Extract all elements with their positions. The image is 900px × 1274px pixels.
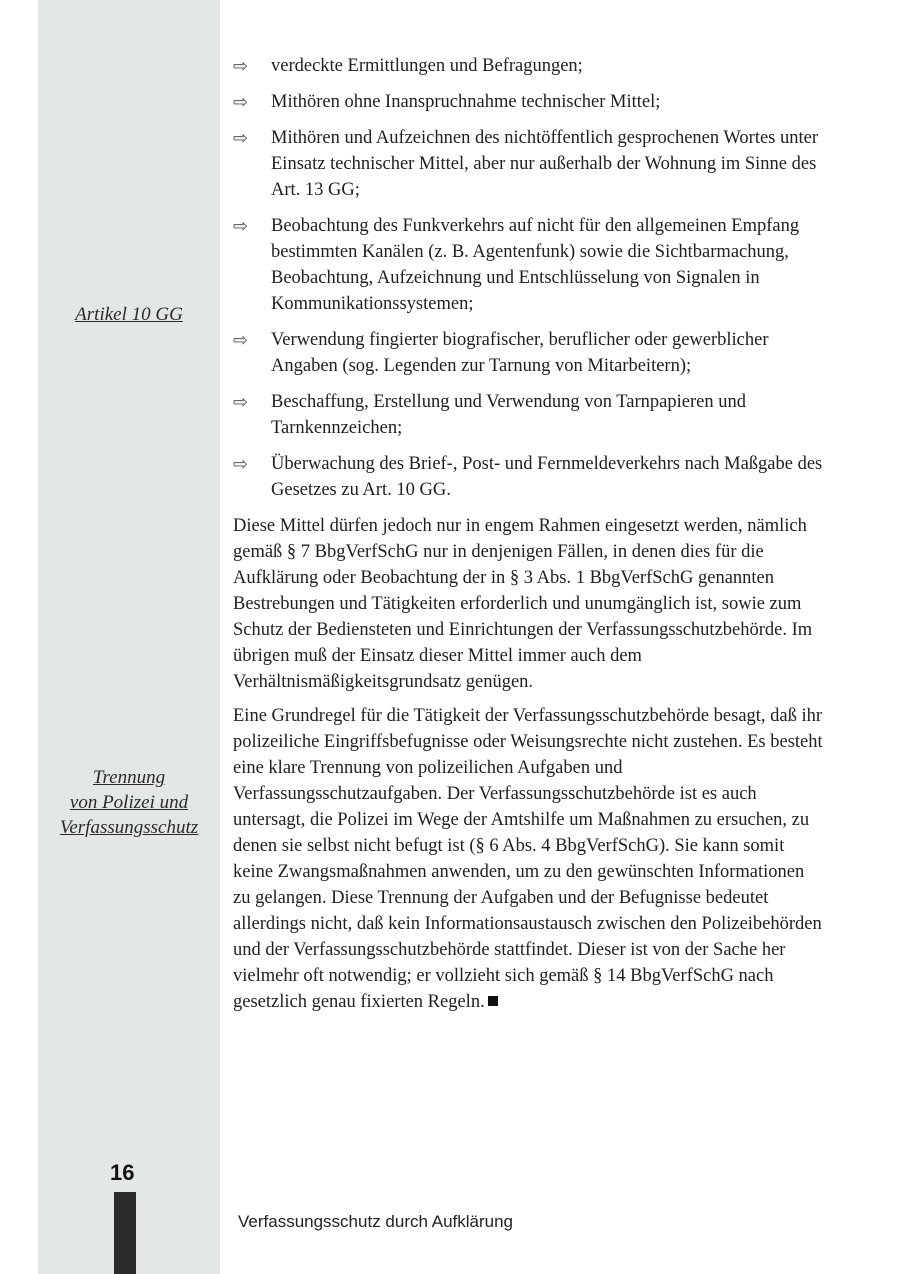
arrow-right-icon: ⇨ xyxy=(233,454,249,475)
margin-note-trennung xyxy=(38,765,220,840)
list-item xyxy=(233,389,823,441)
list-item xyxy=(233,125,823,203)
list-item xyxy=(233,53,823,79)
page-number: 16 xyxy=(110,1160,135,1185)
margin-note-line: Verfassungsschutz xyxy=(59,817,199,838)
margin-note-line: von Polizei und xyxy=(69,792,189,813)
list-item-text: Überwachung des Brief-, Post- und Fernmeldeverkehrs nach Maßgabe des Gesetzes zu Art. 10 GG. xyxy=(271,454,823,500)
list-item-text: Verwendung fingierter biografischer, beruflicher oder gewerblicher Angaben (sog. Legenden zur Tarnung von Mitarbeitern); xyxy=(271,330,769,376)
end-of-article-mark xyxy=(488,996,498,1006)
bullet-list xyxy=(233,53,823,503)
margin-note-artikel-text: Artikel 10 GG xyxy=(75,304,183,325)
list-item-text: Beschaffung, Erstellung und Verwendung von Tarnpapieren und Tarnkennzeichen; xyxy=(271,392,746,438)
list-item-text: Beobachtung des Funkverkehrs auf nicht für den allgemeinen Empfang bestimmten Kanälen (z. B. Agentenfunk) sowie die Sichtbarmachung, Beobachtung, Aufzeichnung und Entschlüsselung von Signalen in Kommunikationssystemen; xyxy=(271,216,800,314)
main-content xyxy=(233,53,823,1023)
arrow-right-icon: ⇨ xyxy=(233,92,249,113)
list-item xyxy=(233,451,823,503)
footer-title: Verfassungsschutz durch Aufklärung xyxy=(238,1212,513,1231)
list-item-text: Mithören ohne Inanspruchnahme technischer Mittel; xyxy=(271,92,661,112)
list-item xyxy=(233,213,823,317)
list-item xyxy=(233,327,823,379)
paragraph-means xyxy=(233,513,823,695)
list-item xyxy=(233,89,823,115)
paragraph-separation xyxy=(233,703,823,1015)
page-number-bar xyxy=(114,1192,136,1274)
arrow-right-icon: ⇨ xyxy=(233,128,249,149)
arrow-right-icon: ⇨ xyxy=(233,392,249,413)
arrow-right-icon: ⇨ xyxy=(233,56,249,77)
list-item-text: Mithören und Aufzeichnen des nichtöffentlich gesprochenen Wortes unter Einsatz technischer Mittel, aber nur außerhalb der Wohnung im Sinne des Art. 13 GG; xyxy=(271,128,819,200)
paragraph-text: Eine Grundregel für die Tätigkeit der Verfassungsschutzbehörde besagt, daß ihr polizeiliche Eingriffsbefugnisse oder Weisungsrechte nicht zustehen. Es besteht eine klare Trennung von polizeilichen Aufgaben und Verfassungsschutzaufgaben. Der Verfassungsschutzbehörde ist es auch untersagt, die Polizei im Wege der Amtshilfe um Maßnahmen zu ersuchen, zu denen sie selbst nicht befugt ist (§ 6 Abs. 4 BbgVerfSchG). Sie kann somit keine Zwangsmaßnahmen anwenden, um zu den gewünschten Informationen zu gelangen. Diese Trennung der Aufgaben und der Befugnisse bedeutet allerdings nicht, daß kein Informationsaustausch zwischen den Polizeibehörden und der Verfassungsschutzbehörde stattfindet. Dieser ist von der Sache her vielmehr oft notwendig; er vollzieht sich gemäß § 14 BbgVerfSchG nach gesetzlich genau fixierten Regeln. xyxy=(233,706,823,1012)
arrow-right-icon: ⇨ xyxy=(233,216,249,237)
margin-note-artikel xyxy=(38,302,220,327)
margin-note-line: Trennung xyxy=(92,767,166,788)
paragraph-text: Diese Mittel dürfen jedoch nur in engem Rahmen eingesetzt werden, nämlich gemäß § 7 BbgVerfSchG nur in denjenigen Fällen, in denen dies für die Aufklärung oder Beobachtung der in § 3 Abs. 1 BbgVerfSchG genannten Bestrebungen und Tätigkeiten erforderlich und unumgänglich ist, sowie zum Schutz der Bediensteten und Einrichtungen der Verfassungsschutzbehörde. Im übrigen muß der Einsatz dieser Mittel immer auch dem Verhältnismäßigkeitsgrundsatz genügen. xyxy=(233,516,813,692)
margin-sidebar xyxy=(38,0,220,1274)
arrow-right-icon: ⇨ xyxy=(233,330,249,351)
list-item-text: verdeckte Ermittlungen und Befragungen; xyxy=(271,56,583,76)
